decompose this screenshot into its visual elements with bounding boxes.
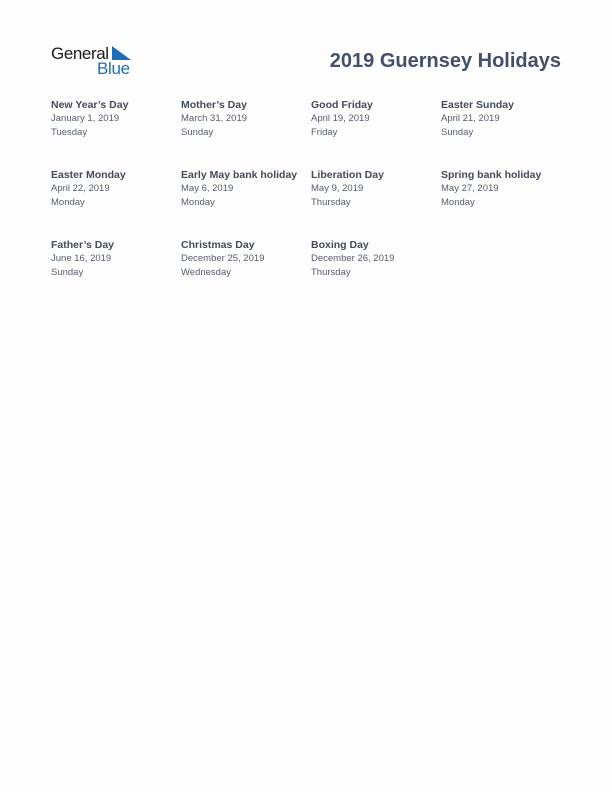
holiday-item	[51, 238, 179, 280]
logo-general-text: General	[51, 44, 109, 63]
holiday-name: Spring bank holiday	[441, 169, 542, 181]
holiday-date: April 21, 2019	[441, 113, 500, 124]
holiday-name: Easter Sunday	[441, 99, 514, 111]
holiday-date: March 31, 2019	[181, 113, 248, 124]
holiday-item	[311, 168, 439, 210]
holiday-weekday: Monday	[441, 197, 475, 208]
holiday-date: June 16, 2019	[51, 253, 112, 264]
holiday-row	[51, 168, 571, 228]
holiday-name: Christmas Day	[181, 239, 255, 251]
holiday-name: Liberation Day	[311, 169, 384, 181]
holiday-item	[51, 98, 179, 140]
generalblue-logo	[51, 44, 137, 78]
holiday-name: Boxing Day	[311, 239, 369, 251]
holiday-weekday: Monday	[51, 197, 85, 208]
holiday-date: May 6, 2019	[181, 183, 234, 194]
holiday-date: May 27, 2019	[441, 183, 499, 194]
holiday-item	[51, 168, 179, 210]
holiday-row	[51, 238, 571, 298]
holiday-name: Early May bank holiday	[181, 169, 298, 181]
holiday-weekday: Sunday	[51, 267, 84, 278]
holiday-weekday: Monday	[181, 197, 215, 208]
holiday-date: May 9, 2019	[311, 183, 364, 194]
holiday-name: Mother’s Day	[181, 99, 247, 111]
holiday-item	[311, 238, 439, 280]
holiday-weekday: Sunday	[441, 127, 474, 138]
logo-triangle-icon	[112, 46, 131, 60]
holiday-item	[181, 98, 309, 140]
page-title: 2019 Guernsey Holidays	[329, 50, 561, 72]
holiday-weekday: Wednesday	[181, 267, 231, 278]
holiday-row	[51, 98, 571, 158]
holiday-name: New Year’s Day	[51, 99, 129, 111]
logo-blue-text: Blue	[97, 59, 130, 78]
holiday-weekday: Sunday	[181, 127, 214, 138]
holiday-item	[181, 168, 309, 210]
holiday-name: Father’s Day	[51, 239, 115, 251]
holiday-date: December 25, 2019	[181, 253, 265, 264]
holiday-weekday: Thursday	[311, 267, 351, 278]
holiday-weekday: Friday	[311, 127, 338, 138]
holiday-item	[311, 98, 439, 140]
holiday-date: April 19, 2019	[311, 113, 370, 124]
holiday-item	[181, 238, 309, 280]
holiday-item	[441, 98, 569, 140]
holiday-name: Good Friday	[311, 99, 373, 111]
holiday-date: December 26, 2019	[311, 253, 395, 264]
holiday-weekday: Thursday	[311, 197, 351, 208]
holiday-name: Easter Monday	[51, 169, 126, 181]
holiday-date: January 1, 2019	[51, 113, 120, 124]
holiday-date: April 22, 2019	[51, 183, 110, 194]
holiday-weekday: Tuesday	[51, 127, 88, 138]
holiday-item	[441, 168, 569, 210]
